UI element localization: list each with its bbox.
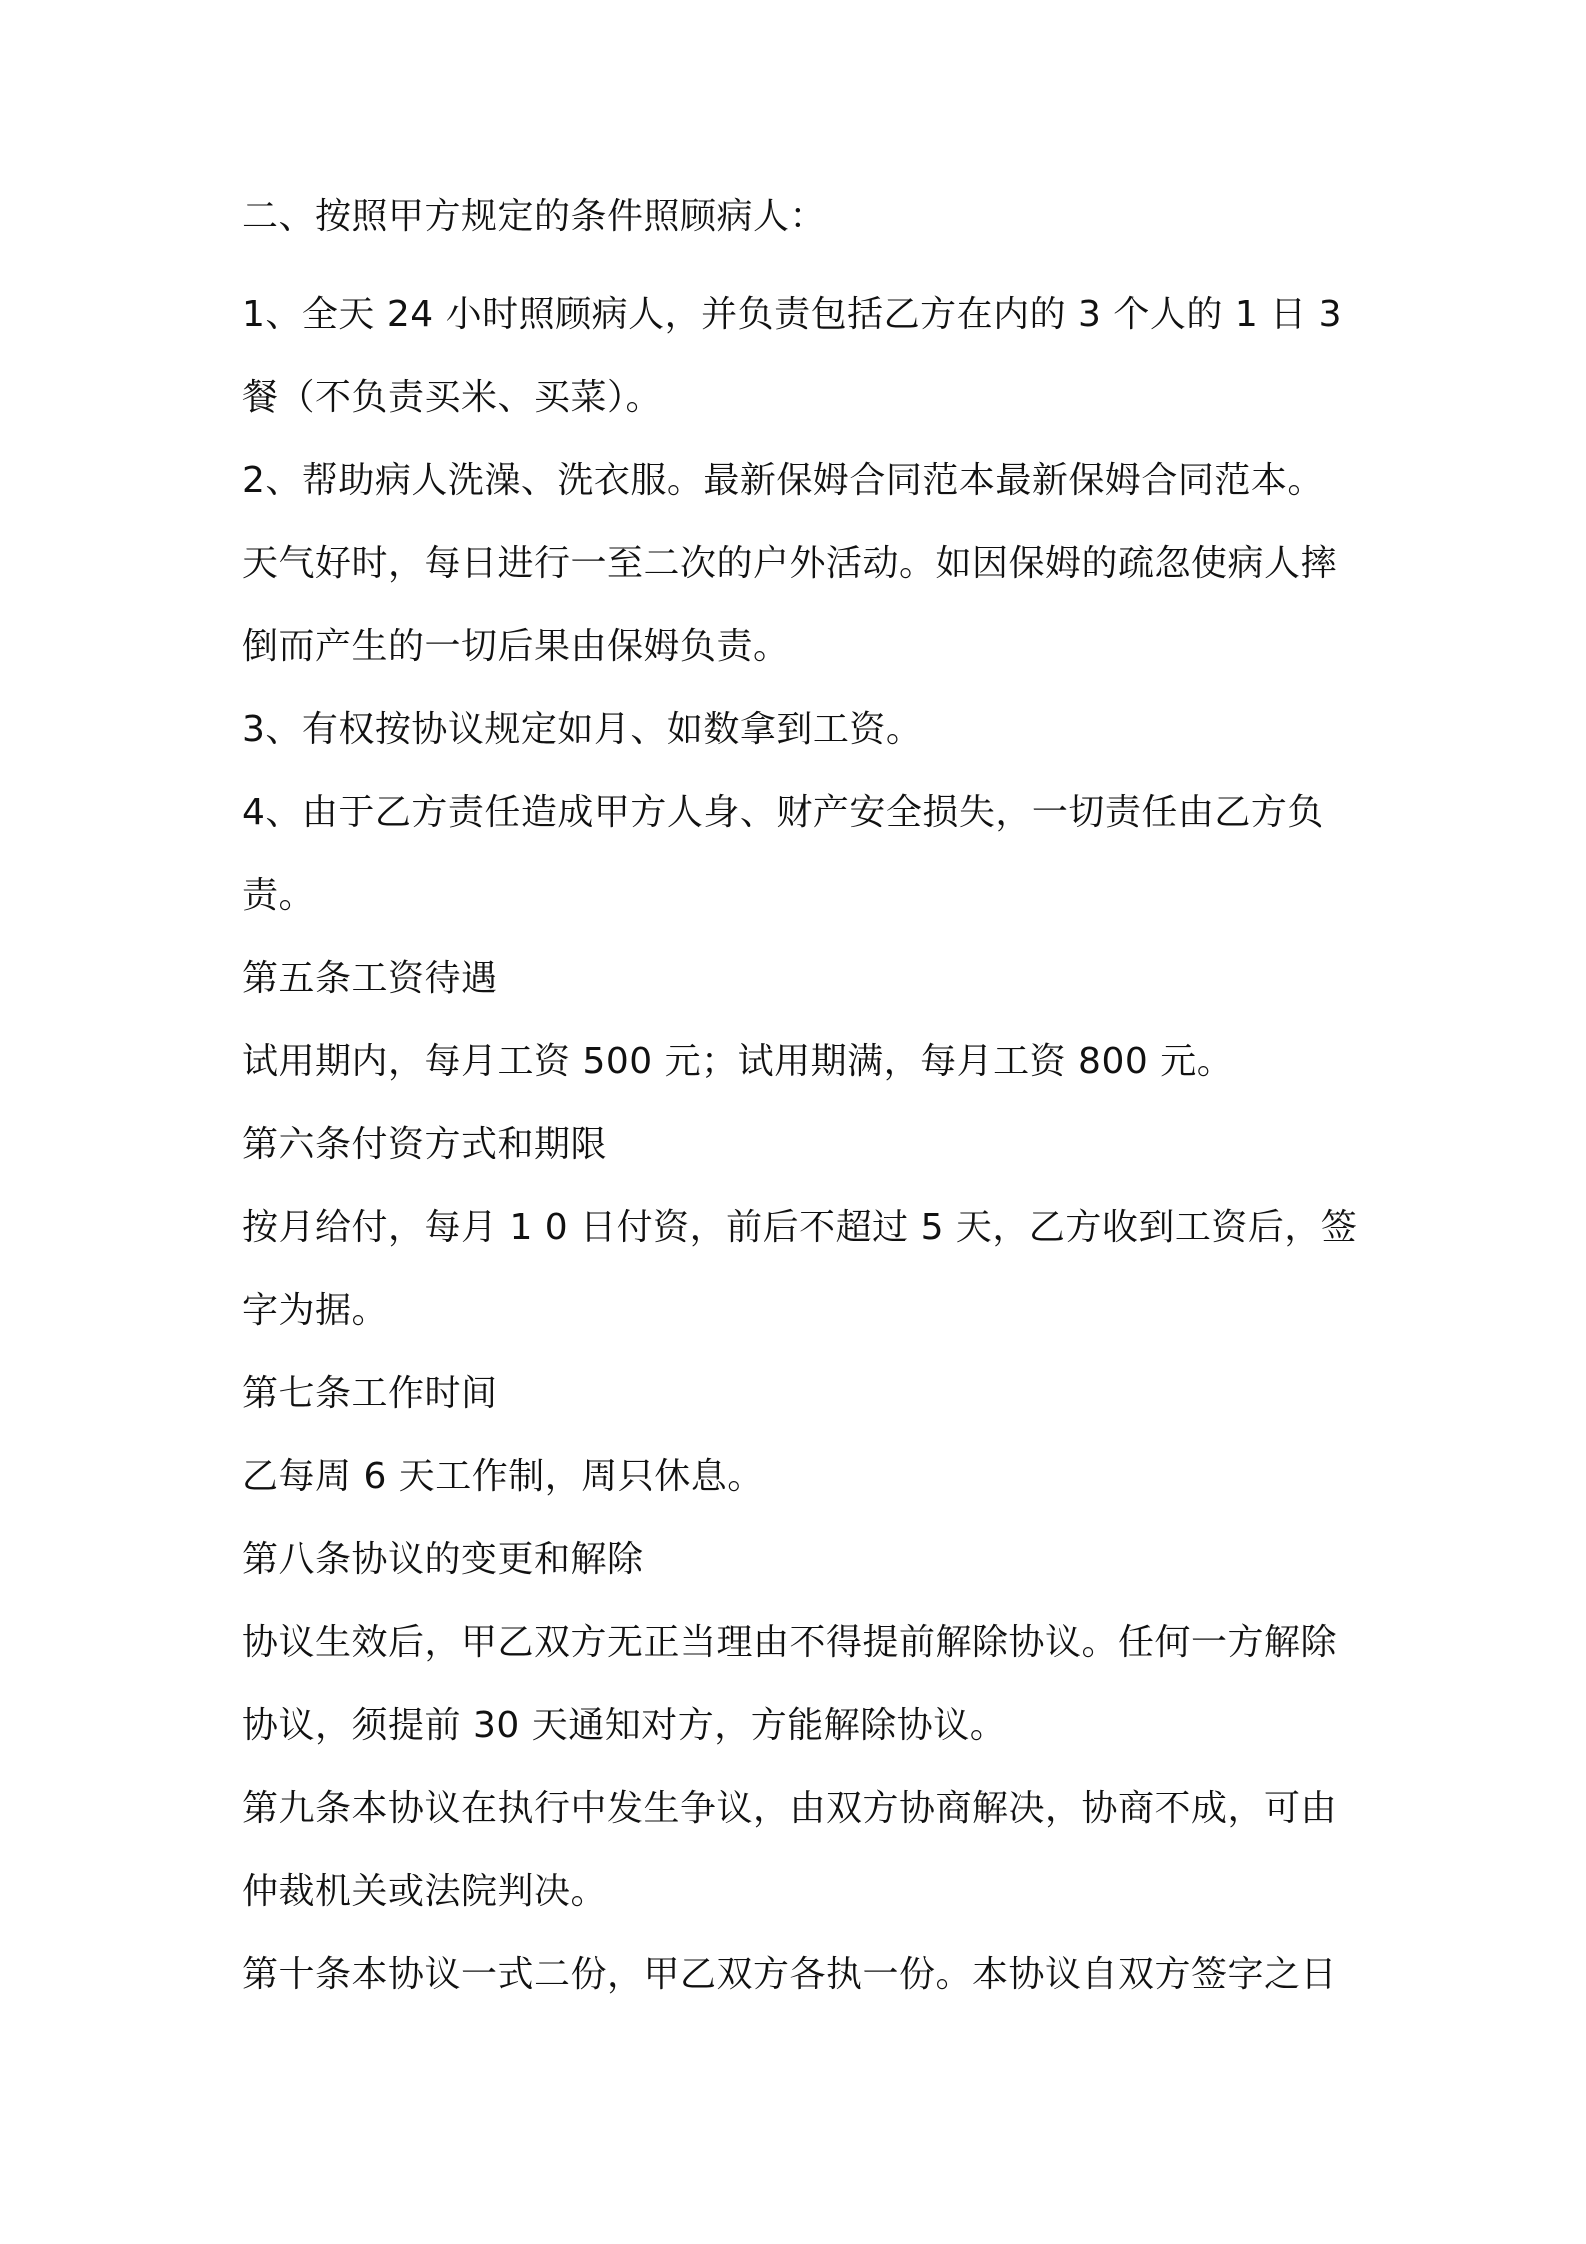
text-line: 协议，须提前 30 天通知对方，方能解除协议。 — [242, 1705, 1007, 1746]
text-line: 二、按照甲方规定的条件照顾病人： — [242, 196, 827, 237]
text-line: 餐（不负责买米、买菜）。 — [242, 377, 663, 418]
text-line: 乙每周 6 天工作制，周只休息。 — [242, 1456, 764, 1497]
section-heading: 第八条协议的变更和解除 — [242, 1539, 644, 1580]
text-line: 4、由于乙方责任造成甲方人身、财产安全损失，一切责任由乙方负 — [242, 792, 1324, 833]
text-line: 天气好时，每日进行一至二次的户外活动。如因保姆的疏忽使病人摔 — [242, 543, 1338, 584]
text-line: 字为据。 — [242, 1290, 389, 1331]
text-line: 3、有权按协议规定如月、如数拿到工资。 — [242, 709, 923, 750]
text-line: 第十条本协议一式二份，甲乙双方各执一份。本协议自双方签字之日 — [242, 1954, 1338, 1995]
text-line: 第九条本协议在执行中发生争议，由双方协商解决，协商不成，可由 — [242, 1788, 1338, 1829]
text-line: 2、帮助病人洗澡、洗衣服。最新保姆合同范本最新保姆合同范本。 — [242, 460, 1324, 501]
section-heading: 第五条工资待遇 — [242, 958, 498, 999]
text-line: 协议生效后，甲乙双方无正当理由不得提前解除协议。任何一方解除 — [242, 1622, 1338, 1663]
text-line: 倒而产生的一切后果由保姆负责。 — [242, 626, 790, 667]
text-line: 按月给付，每月 1 0 日付资，前后不超过 5 天，乙方收到工资后，签 — [242, 1207, 1358, 1248]
section-heading: 第七条工作时间 — [242, 1373, 498, 1414]
text-line: 试用期内，每月工资 500 元；试用期满，每月工资 800 元。 — [242, 1041, 1234, 1082]
text-line: 责。 — [242, 875, 316, 916]
text-line: 1、全天 24 小时照顾病人，并负责包括乙方在内的 3 个人的 1 日 3 — [242, 294, 1343, 335]
text-line: 仲裁机关或法院判决。 — [242, 1871, 608, 1912]
section-heading: 第六条付资方式和期限 — [242, 1124, 608, 1165]
